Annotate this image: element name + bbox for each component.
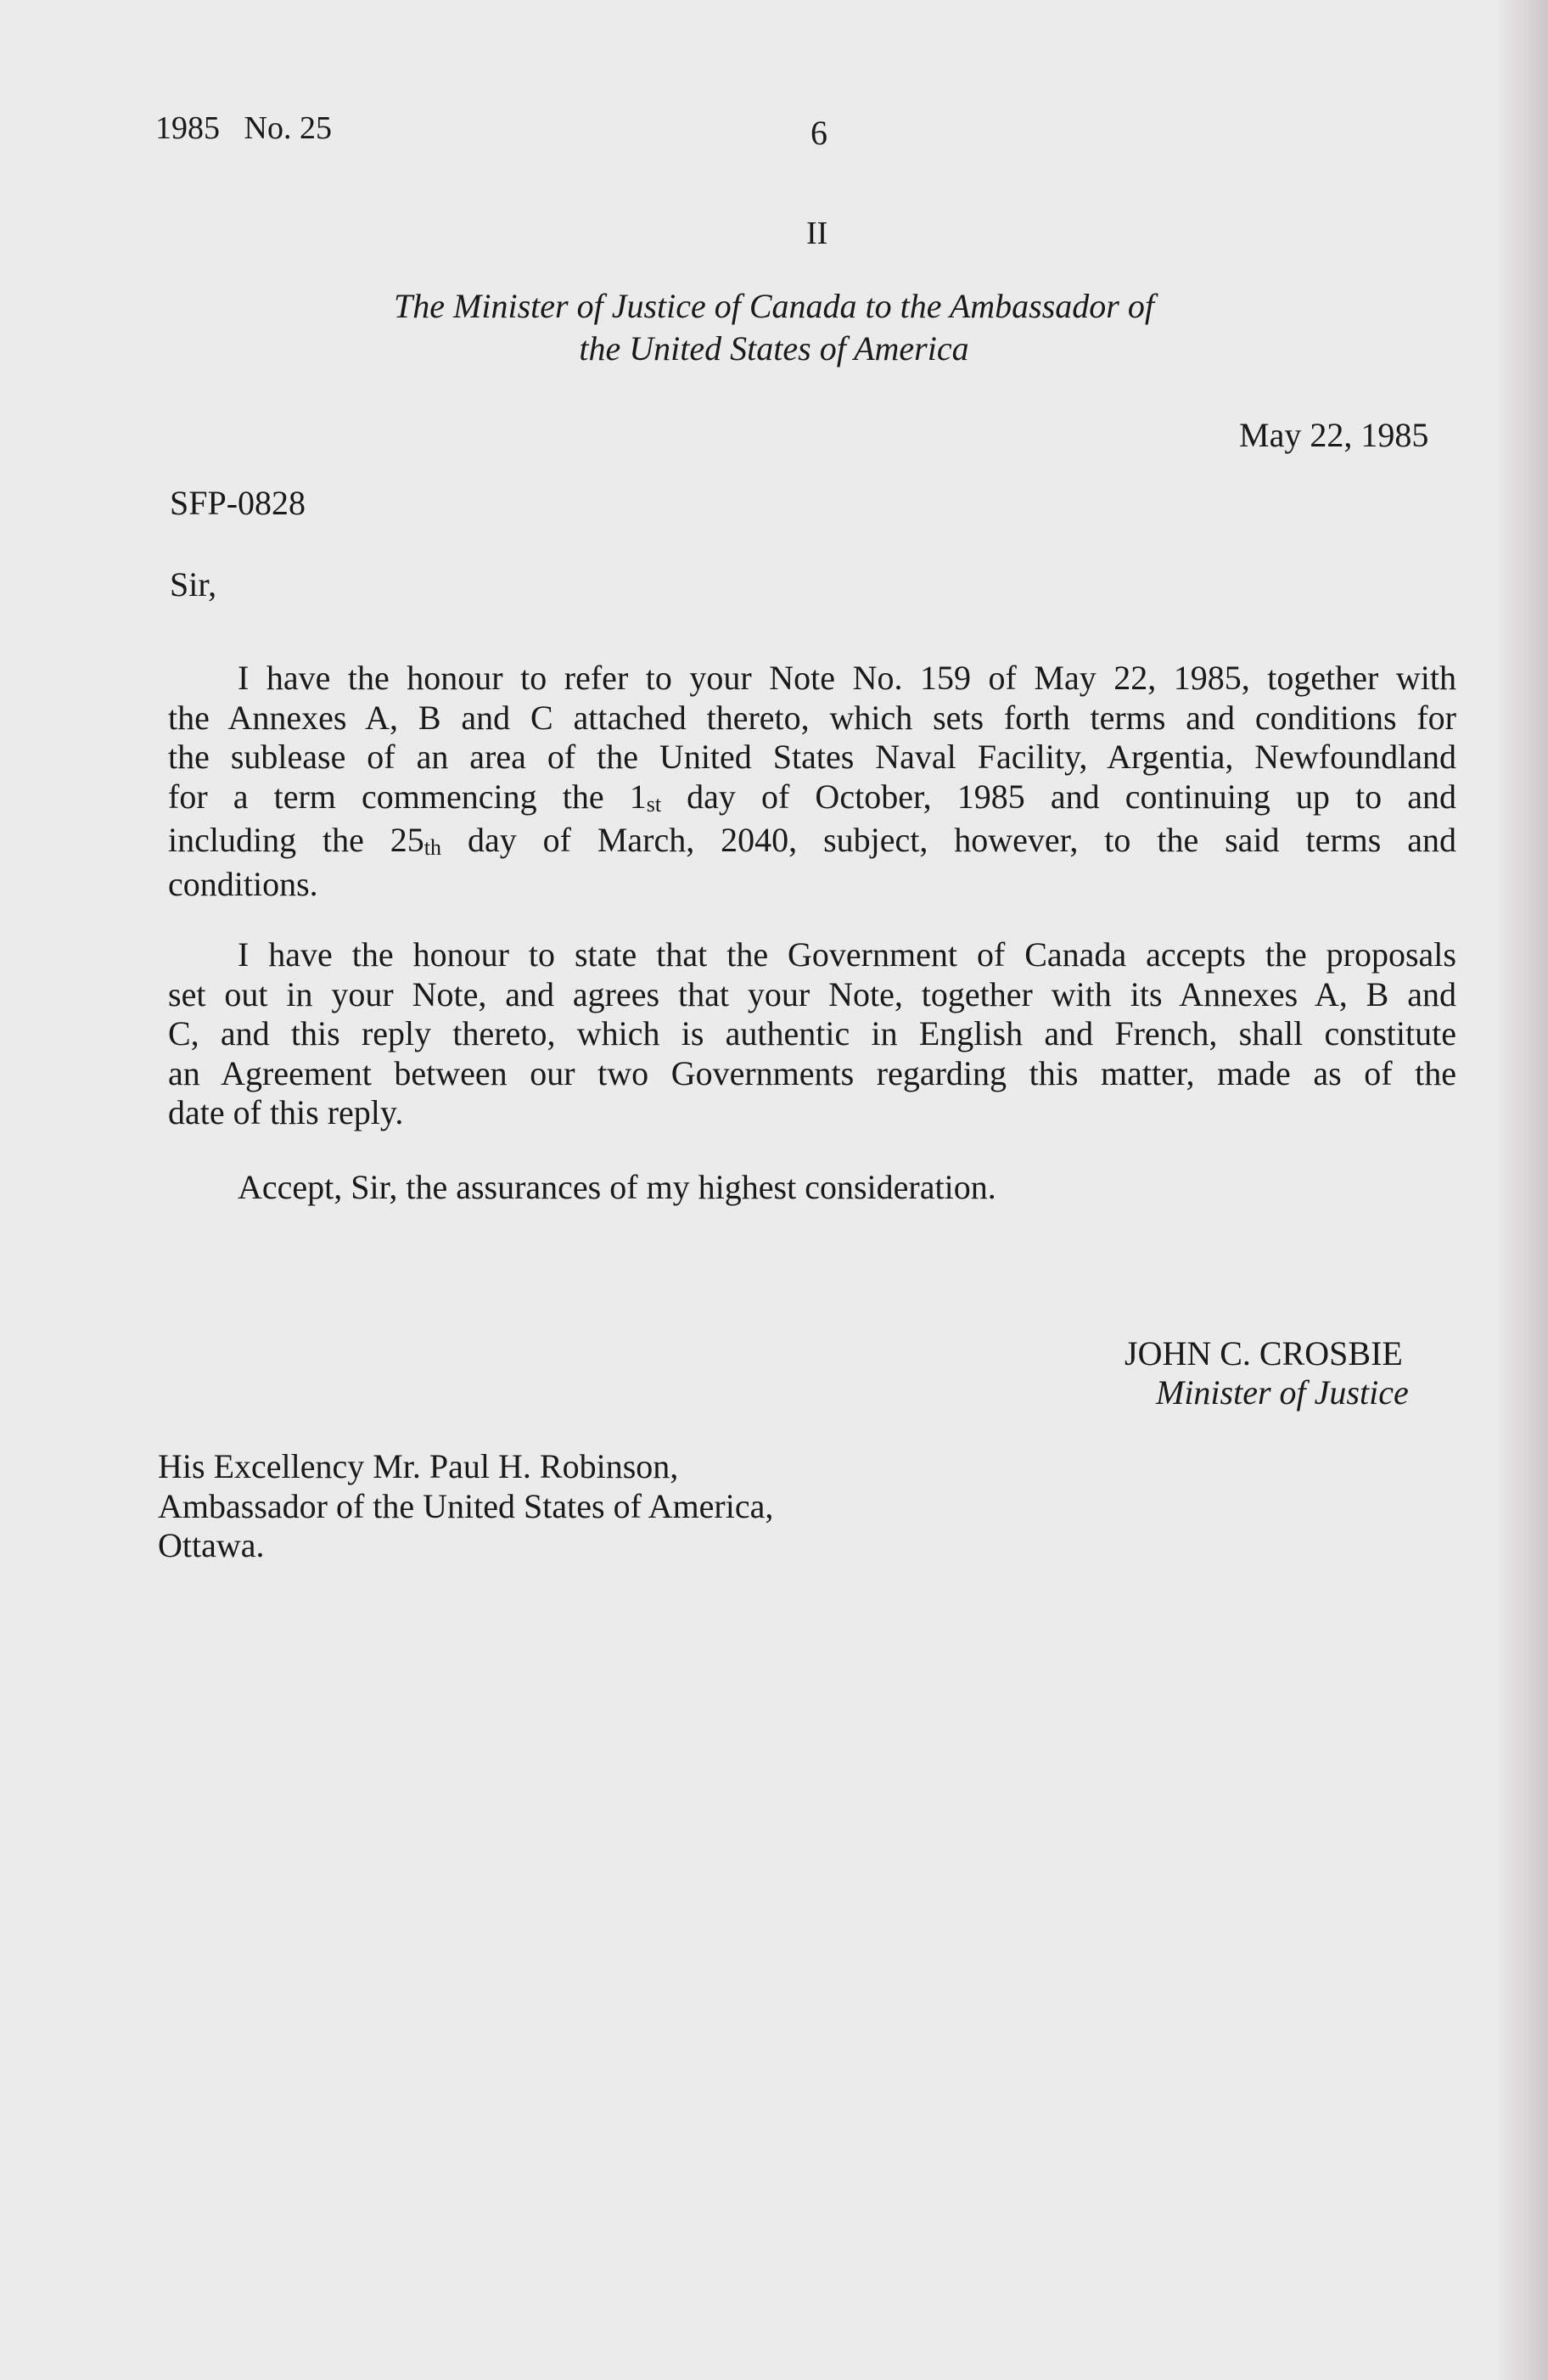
paragraph-2-line: C, and this reply thereto, which is authentic in English and French, shall constitute <box>168 1014 1456 1052</box>
paragraph-1-line <box>168 777 1456 822</box>
salutation: Sir, <box>170 565 217 603</box>
addressee-line-1: His Excellency Mr. Paul H. Robinson, <box>158 1447 679 1485</box>
paragraph-1 <box>168 659 1456 904</box>
signatory-title: Minister of Justice <box>1156 1373 1409 1412</box>
addressee-line-2: Ambassador of the United States of America, <box>158 1487 774 1525</box>
paragraph-1-line: the sublease of an area of the United States Naval Facility, Argentia, Newfoundland <box>168 738 1456 776</box>
letter-title-line-1: The Minister of Justice of Canada to the Ambassador of <box>394 287 1154 325</box>
paragraph-1-line-part: day of March, 2040, subject, however, to the said terms and <box>441 821 1456 859</box>
paragraph-1-line-part: including the 25 <box>168 821 424 859</box>
section-number: II <box>806 216 828 251</box>
paragraph-1-line: I have the honour to refer to your Note No. 159 of May 22, 1985, together with <box>238 659 1456 697</box>
addressee-line-3: Ottawa. <box>158 1526 265 1564</box>
paragraph-2 <box>168 935 1456 1133</box>
header-year-number: 1985 No. 25 <box>155 110 332 146</box>
ordinal-suffix: th <box>423 835 442 860</box>
paragraph-2-line: an Agreement between our two Governments regarding this matter, made as of the <box>168 1053 1456 1092</box>
page-number: 6 <box>810 114 827 152</box>
paragraph-2-line: set out in your Note, and agrees that your Note, together with its Annexes A, B and <box>168 974 1456 1013</box>
letter-title-line-2: the United States of America <box>579 329 969 368</box>
letter-date: May 22, 1985 <box>1239 416 1429 454</box>
reference-number: SFP-0828 <box>170 484 306 522</box>
closing-line: Accept, Sir, the assurances of my highest consideration. <box>238 1168 996 1206</box>
paragraph-1-line-part: day of October, 1985 and continuing up to and <box>661 777 1457 816</box>
signatory-name: JOHN C. CROSBIE <box>1125 1334 1403 1372</box>
ordinal-suffix: st <box>646 791 662 817</box>
paragraph-1-line: the Annexes A, B and C attached thereto, which sets forth terms and conditions for <box>168 698 1456 737</box>
paragraph-1-line-part: for a term commencing the 1 <box>168 777 647 816</box>
paragraph-1-line <box>168 821 1456 865</box>
paragraph-1-line: conditions. <box>168 864 318 903</box>
paragraph-2-line: date of this reply. <box>168 1093 404 1131</box>
paragraph-2-line: I have the honour to state that the Government of Canada accepts the proposals <box>238 935 1456 974</box>
